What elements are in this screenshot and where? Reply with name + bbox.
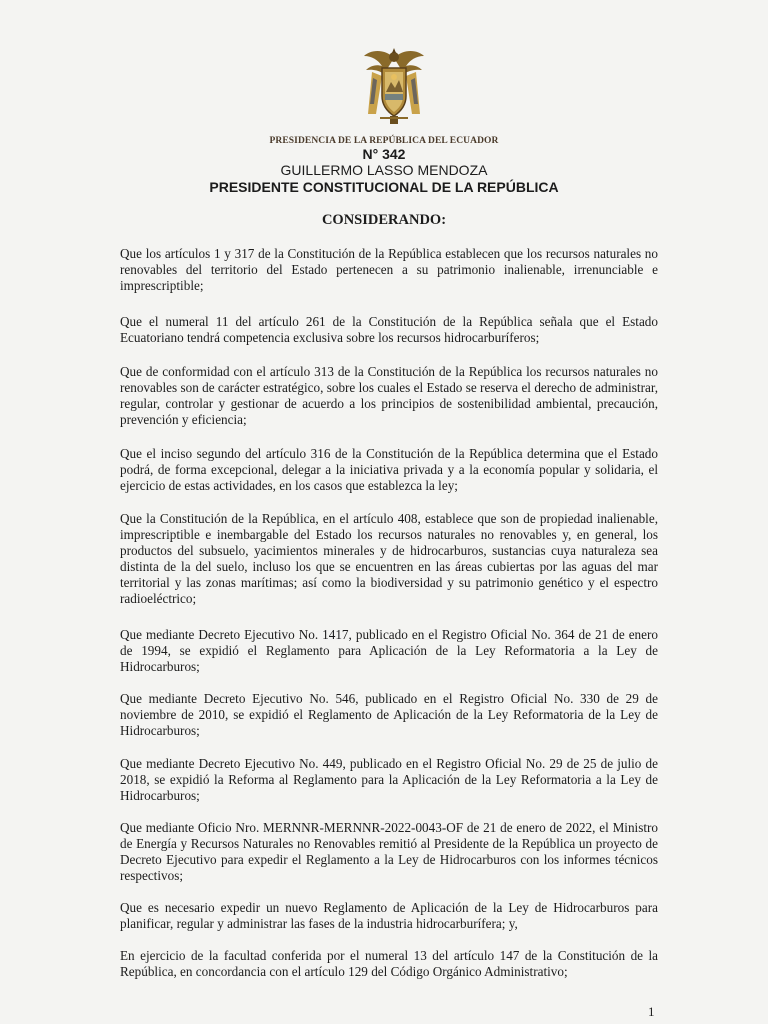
president-title: PRESIDENTE CONSTITUCIONAL DE LA REPÚBLICA — [209, 179, 559, 195]
president-name: GUILLERMO LASSO MENDOZA — [280, 162, 488, 178]
page-number: 1 — [648, 1004, 655, 1019]
section-heading: CONSIDERANDO: — [321, 212, 447, 228]
paragraph: Que el numeral 11 del artículo 261 de la Constitución de la República señala que el Estado Ecuatoriano tendrá competencia exclusiva sobre los recursos hidrocarburíferos; — [120, 314, 658, 345]
paragraph: En ejercicio de la facultad conferida por el numeral 13 del artículo 147 de la Constitución de la República, en concordancia con el artículo 129 del Código Orgánico Administrativo; — [120, 948, 658, 979]
paragraph: Que la Constitución de la República, en el artículo 408, establece que son de propiedad inalienable, imprescriptible e inembargable del Estado los recursos naturales no renovables y, en general, los productos del subsuelo, yacimientos minerales y de hidrocarburos, sustancias cuya naturaleza sea distinta de la del suelo, incluso los que se encuentren en las áreas cubiertas por las aguas del mar territorial y las zonas marítimas; así como la biodiversidad y su patrimonio genético y el espectro radioeléctrico; — [120, 511, 658, 606]
decree-number: N° 342 — [362, 146, 406, 162]
paragraph: Que mediante Decreto Ejecutivo No. 1417, publicado en el Registro Oficial No. 364 de 21 de enero de 1994, se expidió el Reglamento para Aplicación de la Ley Reformatoria a la Ley de Hidrocarburos; — [120, 627, 658, 674]
paragraph: Que mediante Decreto Ejecutivo No. 546, publicado en el Registro Oficial No. 330 de 29 de noviembre de 2010, se expidió el Reglamento de Aplicación de la Ley Reformatoria de la Ley de Hidrocarburos; — [120, 691, 658, 738]
paragraph: Que mediante Oficio Nro. MERNNR-MERNNR-2022-0043-OF de 21 de enero de 2022, el Ministro de Energía y Recursos Naturales no Renovables remitió al Presidente de la República un proyecto de Decreto Ejecutivo para expedir el Reglamento a la Ley de Hidrocarburos con los informes técnicos respectivos; — [120, 820, 658, 883]
paragraph: Que de conformidad con el artículo 313 de la Constitución de la República los recursos naturales no renovables son de carácter estratégico, sobre los cuales el Estado se reserva el derecho de administrar, regular, controlar y gestionar de acuerdo a los principios de sostenibilidad ambiental, precaución, prevención y eficiencia; — [120, 364, 658, 427]
paragraph: Que los artículos 1 y 317 de la Constitución de la República establecen que los recursos naturales no renovables del territorio del Estado pertenecen a su patrimonio inalienable, irrenunciable e imprescriptible; — [120, 246, 658, 293]
paragraph: Que mediante Decreto Ejecutivo No. 449, publicado en el Registro Oficial No. 29 de 25 de julio de 2018, se expidió la Reforma al Reglamento para la Aplicación de la Ley Reformatoria a la Ley de Hidrocarburos; — [120, 756, 658, 803]
paragraph: Que el inciso segundo del artículo 316 de la Constitución de la República determina que el Estado podrá, de forma excepcional, delegar a la iniciativa privada y a la economía popular y solidaria, el ejercicio de estas actividades, en los casos que establezca la ley; — [120, 446, 658, 493]
paragraph: Que es necesario expedir un nuevo Reglamento de Aplicación de la Ley de Hidrocarburos para planificar, regular y administrar las fases de la industria hidrocarburífera; y, — [120, 900, 658, 931]
issuing-office: PRESIDENCIA DE LA REPÚBLICA DEL ECUADOR — [269, 136, 499, 146]
ecuador-coat-of-arms-icon — [362, 44, 426, 126]
